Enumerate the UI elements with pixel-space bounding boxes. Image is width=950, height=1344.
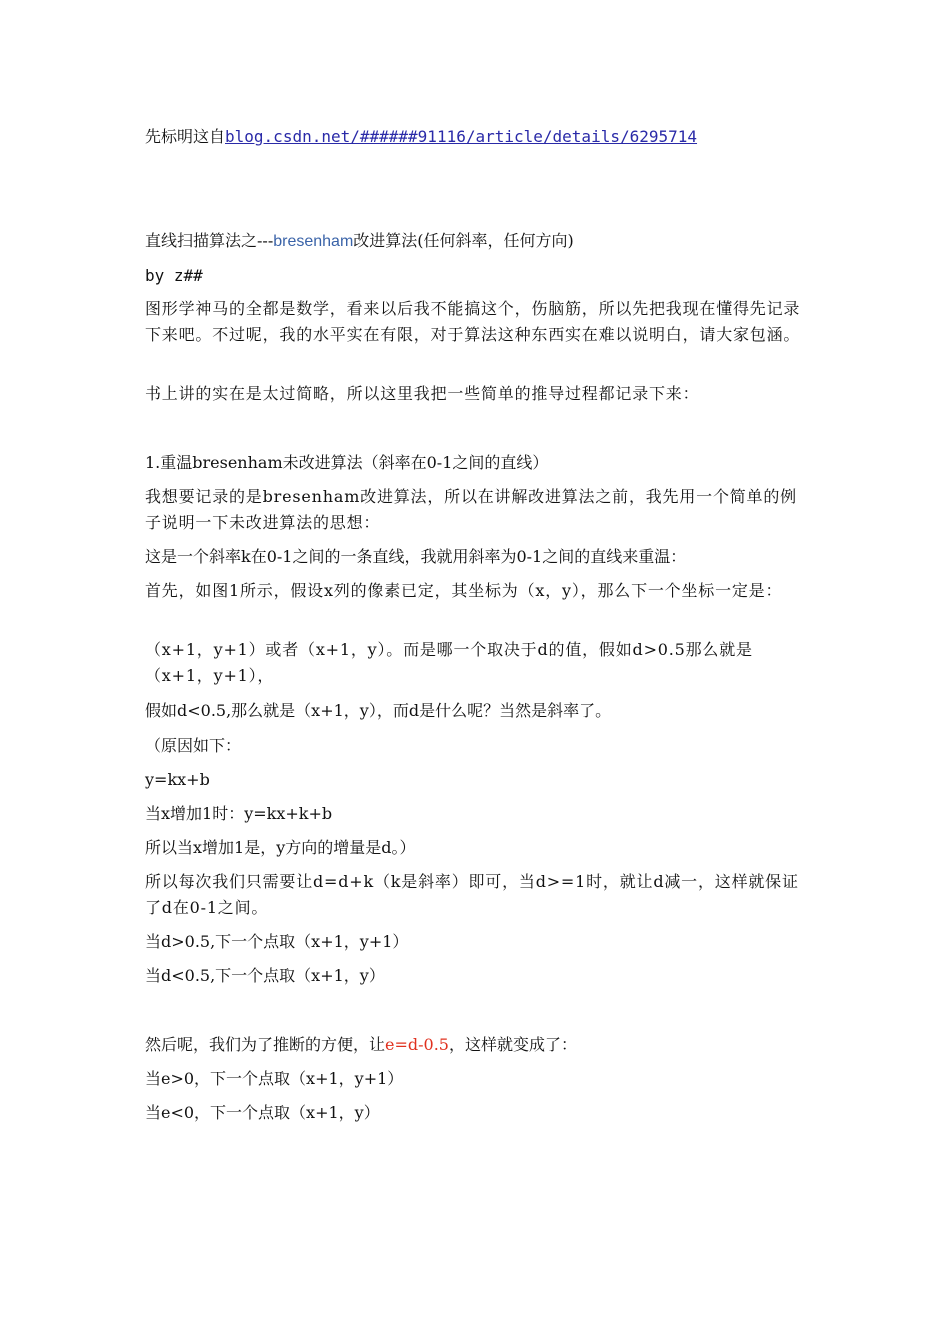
section1-heading: 1.重温bresenham未改进算法（斜率在0-1之间的直线） (145, 453, 549, 472)
section2-paragraph-2: 当e>0，下一个点取（x+1，y+1） (145, 1069, 404, 1088)
section1-paragraph-10: 所以每次我们只需要让d=d+k（k是斜率）即可，当d>=1时，就让d减一，这样就保证了d在0-1之间。 (145, 872, 799, 917)
section1-paragraph-3: 首先，如图1所示，假设x列的像素已定，其坐标为（x，y），那么下一个坐标一定是： (145, 581, 783, 600)
intro-paragraph: 图形学神马的全都是数学，看来以后我不能搞这个，伤脑筋，所以先把我现在懂得先记录下来吧。不过呢，我的水平实在有限，对于算法这种东西实在难以说明白，请大家包涵。 (145, 299, 801, 344)
section1-paragraph-6: （原因如下： (145, 736, 242, 755)
title-suffix: 改进算法(任何斜率，任何方向) (353, 231, 574, 250)
section1-paragraph-1: 我想要记录的是bresenham改进算法，所以在讲解改进算法之前，我先用一个简单的例子说明一下未改进算法的思想： (145, 487, 797, 532)
section1-paragraph-9: 所以当x增加1是，y方向的增量是d。） (145, 838, 416, 857)
section2-prefix: 然后呢，我们为了推断的方便，让 (145, 1035, 386, 1054)
section2-suffix: ，这样就变成了： (448, 1035, 577, 1054)
section1-paragraph-2: 这是一个斜率k在0-1之间的一条直线，我就用斜率为0-1之间的直线来重温： (145, 547, 687, 566)
section2-intro (145, 1032, 577, 1058)
author-line: by z## (145, 266, 203, 285)
intro-paragraph-2: 书上讲的实在是太过简略，所以这里我把一些简单的推导过程都记录下来： (145, 384, 700, 403)
formula-line: y=kx+b (145, 770, 210, 789)
title-prefix: 直线扫描算法之--- (145, 231, 274, 250)
section2-highlight: e=d-0.5 (385, 1035, 449, 1054)
section1-paragraph-4: （x+1，y+1）或者（x+1，y）。而是哪一个取决于d的值，假如d>0.5那么就是（x+1，y+1）， (145, 640, 753, 685)
section1-paragraph-12: 当d<0.5,下一个点取（x+1，y） (145, 966, 385, 985)
source-prefix: 先标明这自 (145, 127, 226, 146)
source-link[interactable]: blog.csdn.net/######91116/article/details/6295714 (225, 127, 698, 146)
section1-paragraph-8: 当x增加1时：y=kx+k+b (145, 804, 333, 823)
section1-paragraph-11: 当d>0.5,下一个点取（x+1，y+1） (145, 932, 409, 951)
section2-paragraph-3: 当e<0，下一个点取（x+1，y） (145, 1103, 380, 1122)
section1-paragraph-5: 假如d<0.5,那么就是（x+1，y），而d是什么呢？当然是斜率了。 (145, 701, 612, 720)
article-title (145, 228, 574, 255)
source-line (145, 124, 697, 150)
title-highlight: bresenham (273, 233, 354, 250)
